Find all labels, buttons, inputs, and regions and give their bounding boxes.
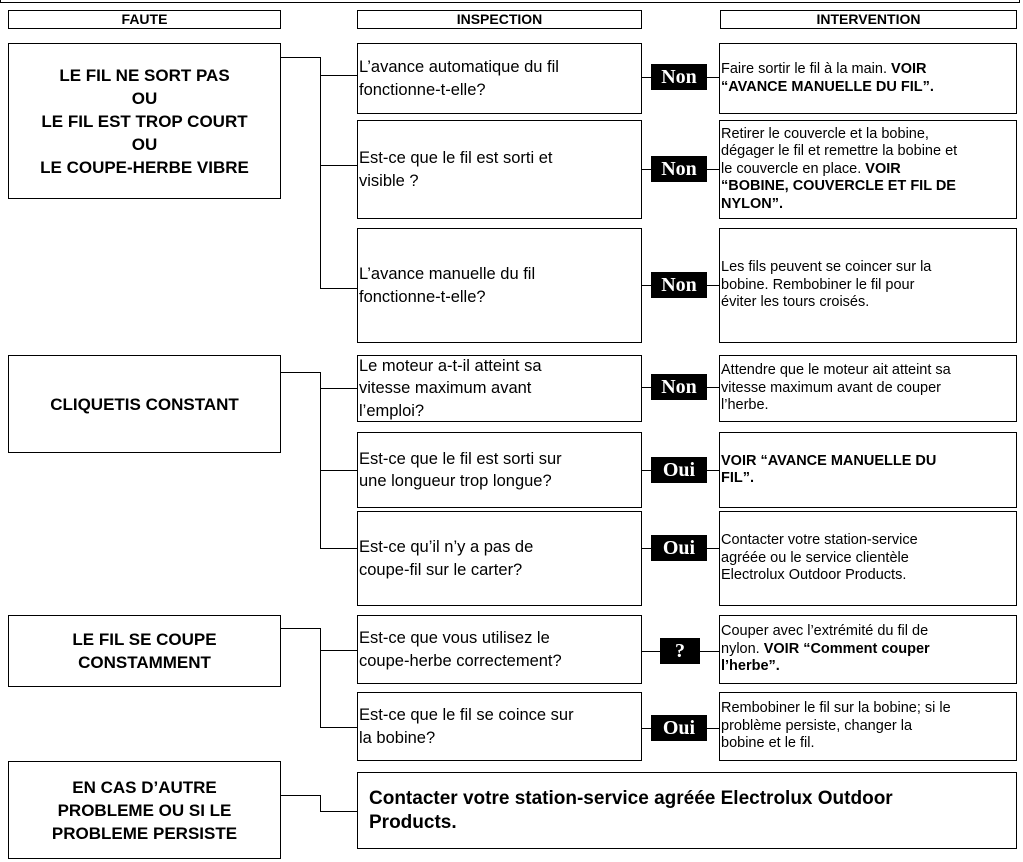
intervention-bold: VOIR “Comment couper l’herbe”. (721, 640, 930, 675)
connector-line (320, 165, 357, 166)
intervention-text (721, 623, 930, 676)
connector-line (320, 727, 357, 728)
intervention-plain: Couper avec l’extrémité du fil de nylon. (721, 623, 929, 657)
connector-line (281, 795, 321, 796)
fault-box: CLIQUETIS CONSTANT (8, 355, 281, 453)
answer-badge: Oui (651, 457, 707, 483)
inspection-box: Le moteur a-t-il atteint sa vitesse maximum avant l’emploi? (357, 355, 642, 422)
connector-line (320, 548, 357, 549)
connector-line (707, 387, 719, 388)
connector-line (707, 77, 719, 78)
intervention-plain: Faire sortir le fil à la main. (721, 61, 892, 77)
answer-badge: Non (651, 64, 707, 90)
intervention-plain: Contacter votre station-service agréée ou le service clientèle Electrolux Outdoor Products. (721, 532, 918, 584)
connector-line (642, 285, 651, 286)
inspection-box: Est-ce qu’il n’y a pas de coupe-fil sur le carter? (357, 511, 642, 606)
intervention-plain: Attendre que le moteur ait atteint sa vitesse maximum avant de couper l’herbe. (721, 362, 951, 414)
answer-badge: Oui (651, 715, 707, 741)
connector-line (281, 57, 321, 58)
intervention-box (719, 692, 1017, 761)
frame-line (0, 0, 1, 3)
fault-box: LE FIL SE COUPE CONSTAMMENT (8, 615, 281, 687)
intervention-plain: Rembobiner le fil sur la bobine; si le problème persiste, changer la bobine et le fil. (721, 700, 951, 752)
connector-line (320, 75, 357, 76)
connector-line (320, 650, 357, 651)
answer-badge: Oui (651, 535, 707, 561)
intervention-box (719, 228, 1017, 343)
intervention-text (721, 700, 951, 753)
answer-badge: Non (651, 374, 707, 400)
connector-line (642, 169, 651, 170)
connector-line (642, 77, 651, 78)
intervention-text (721, 61, 934, 96)
intervention-bold: VOIR “BOBINE, COUVERCLE ET FIL DE NYLON”. (721, 160, 956, 212)
intervention-box (719, 615, 1017, 684)
inspection-box: Est-ce que vous utilisez le coupe-herbe correctement? (357, 615, 642, 684)
intervention-box (719, 432, 1017, 508)
intervention-text (721, 126, 957, 214)
intervention-box (719, 43, 1017, 114)
intervention-text (721, 259, 931, 312)
intervention-plain: Les fils peuvent se coincer sur la bobine. Rembobiner le fil pour éviter les tours croisés. (721, 259, 932, 311)
answer-badge: Non (651, 156, 707, 182)
answer-badge: Non (651, 272, 707, 298)
intervention-box (719, 120, 1017, 219)
inspection-box: L’avance manuelle du fil fonctionne-t-elle? (357, 228, 642, 343)
intervention-plain: Retirer le couvercle et la bobine, dégager le fil et remettre la bobine et le couvercle en place. (721, 125, 958, 177)
final-contact-box: Contacter votre station-service agréée Electrolux Outdoor Products. (357, 772, 1017, 849)
connector-line (320, 811, 357, 812)
inspection-box: L’avance automatique du fil fonctionne-t-elle? (357, 43, 642, 114)
connector-line (707, 728, 719, 729)
connector-line (642, 470, 651, 471)
frame-line (1019, 0, 1020, 3)
intervention-box (719, 511, 1017, 606)
intervention-box (719, 355, 1017, 422)
connector-line (707, 169, 719, 170)
connector-line (320, 57, 321, 289)
connector-line (642, 548, 651, 549)
frame-line (0, 2, 1020, 3)
intervention-text (721, 453, 936, 488)
header-intervention: INTERVENTION (720, 10, 1017, 29)
connector-line (642, 728, 651, 729)
connector-line (320, 795, 321, 812)
intervention-text (721, 362, 951, 415)
connector-line (707, 548, 719, 549)
inspection-box: Est-ce que le fil se coince sur la bobine? (357, 692, 642, 761)
fault-box: LE FIL NE SORT PAS OU LE FIL EST TROP COURT OU LE COUPE-HERBE VIBRE (8, 43, 281, 199)
connector-line (320, 372, 321, 549)
connector-line (707, 470, 719, 471)
connector-line (320, 470, 357, 471)
intervention-bold: VOIR “AVANCE MANUELLE DU FIL”. (721, 61, 934, 95)
fault-box: EN CAS D’AUTRE PROBLEME OU SI LE PROBLEME PERSISTE (8, 761, 281, 859)
connector-line (707, 285, 719, 286)
connector-line (700, 651, 719, 652)
connector-line (320, 628, 321, 728)
header-fault: FAUTE (8, 10, 281, 29)
connector-line (320, 288, 357, 289)
connector-line (281, 372, 321, 373)
answer-badge: ? (660, 638, 700, 664)
intervention-text (721, 532, 918, 585)
inspection-box: Est-ce que le fil est sorti sur une longueur trop longue? (357, 432, 642, 508)
inspection-box: Est-ce que le fil est sorti et visible ? (357, 120, 642, 219)
header-inspection: INSPECTION (357, 10, 642, 29)
connector-line (642, 651, 660, 652)
connector-line (281, 628, 321, 629)
connector-line (642, 387, 651, 388)
connector-line (320, 388, 357, 389)
intervention-bold: VOIR “AVANCE MANUELLE DU FIL”. (721, 452, 937, 486)
